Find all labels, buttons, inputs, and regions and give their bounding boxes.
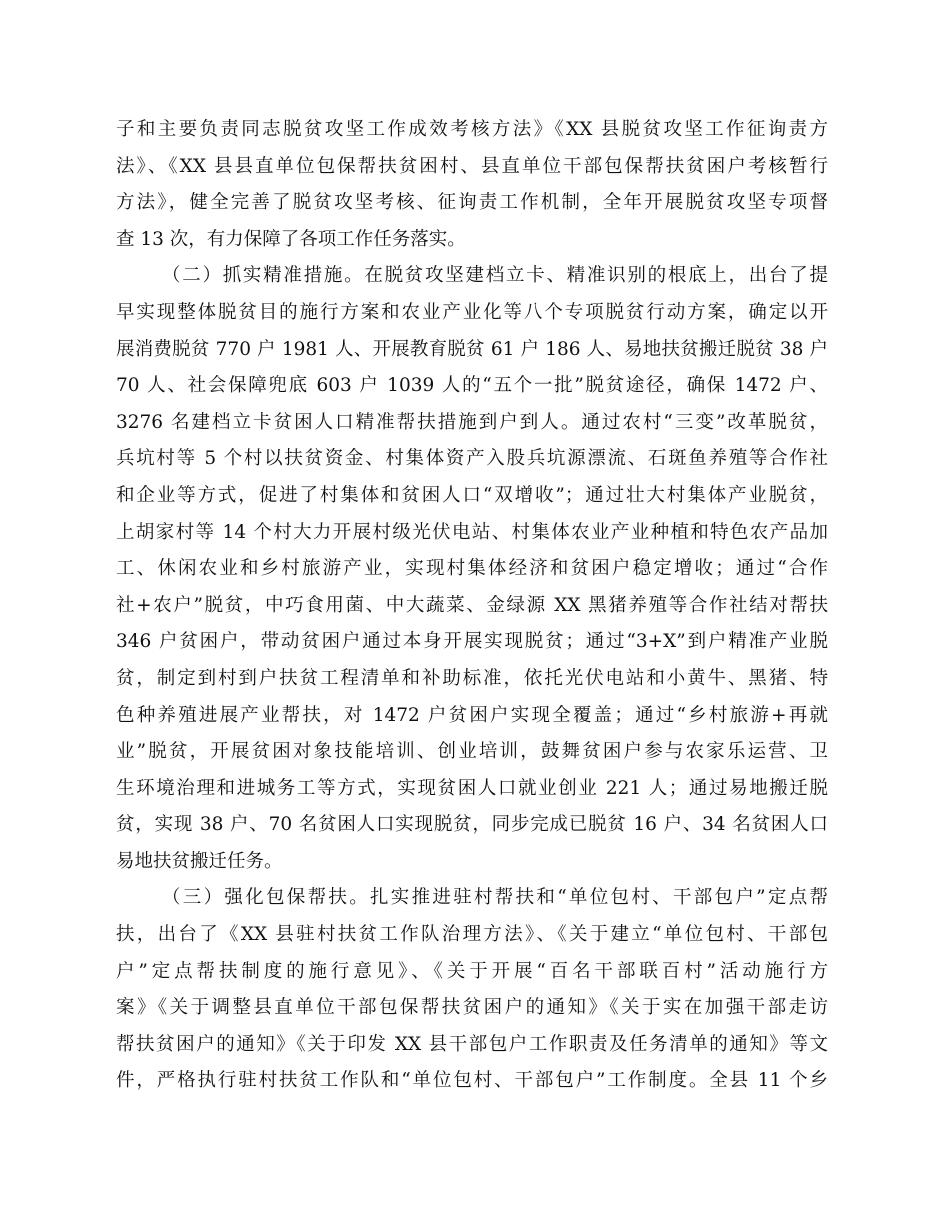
text-line: 子和主要负责同志脱贫攻坚工作成效考核方法》《XX 县脱贫攻坚工作征询责方 xyxy=(116,119,828,140)
text-line: 工、休闲农业和乡村旅游产业，实现村集体经济和贫困户稳定增收；通过“合作 xyxy=(116,558,828,580)
text-line: 帮扶贫困户的通知》《关于印发 XX 县干部包户工作职责及任务清单的通知》等文 xyxy=(116,1033,828,1055)
text-line: 展消费脱贫 770 户 1981 人、开展教育脱贫 61 户 186 人、易地扶贫搬迁脱贫 38 户 xyxy=(116,338,828,360)
text-line: 法》、《XX 县县直单位包保帮扶贫困村、县直单位干部包保帮扶贫困户考核暂行 xyxy=(116,155,828,177)
text-line: 3276 名建档立卡贫困人口精准帮扶措施到户到人。通过农村“三变”改革脱贫， xyxy=(116,411,828,433)
text-line: 件，严格执行驻村扶贫工作队和“单位包村、干部包户”工作制度。全县 11 个乡 xyxy=(116,1070,828,1092)
section-heading-line: （二）抓实精准措施。在脱贫攻坚建档立卡、精准识别的根底上，出台了提 xyxy=(162,265,828,287)
text-line: 贫，实现 38 户、70 名贫困人口实现脱贫，同步完成已脱贫 16 户、34 名贫困人口 xyxy=(116,814,828,836)
text-line: 兵坑村等 5 个村以扶贫资金、村集体资产入股兵坑源漂流、石斑鱼养殖等合作社 xyxy=(116,448,828,470)
text-line: 查 13 次，有力保障了各项工作任务落实。 xyxy=(116,228,466,250)
text-line: 扶，出台了《XX 县驻村扶贫工作队治理方法》、《关于建立“单位包村、干部包 xyxy=(116,924,828,946)
text-line: 346 户贫困户，带动贫困户通过本身开展实现脱贫；通过“3+X”到户精准产业脱 xyxy=(116,631,828,653)
text-line: 易地扶贫搬迁任务。 xyxy=(116,850,283,872)
text-line: 贫，制定到村到户扶贫工程清单和补助标准，依托光伏电站和小黄牛、黑猪、特 xyxy=(116,667,828,689)
text-line: 早实现整体脱贫目的施行方案和农业产业化等八个专项脱贫行动方案，确定以开 xyxy=(116,301,828,323)
text-line: 和企业等方式，促进了村集体和贫困人口“双增收”；通过壮大村集体产业脱贫， xyxy=(116,484,828,506)
text-line: 业”脱贫，开展贫困对象技能培训、创业培训，鼓舞贫困户参与农家乐运营、卫 xyxy=(116,741,828,763)
text-line: 上胡家村等 14 个村大力开展村级光伏电站、村集体农业产业种植和特色农产品加 xyxy=(116,521,828,543)
text-line: 案》《关于调整县直单位干部包保帮扶贫困户的通知》《关于实在加强干部走访 xyxy=(116,997,828,1019)
text-line: 社+农户”脱贫，中巧食用菌、中大蔬菜、金绿源 XX 黑猪养殖等合作社结对帮扶 xyxy=(116,594,828,616)
text-line: 色种养殖进展产业帮扶，对 1472 户贫困户实现全覆盖；通过“乡村旅游+再就 xyxy=(116,704,828,726)
text-line: 生环境治理和进城务工等方式，实现贫困人口就业创业 221 人；通过易地搬迁脱 xyxy=(116,777,828,799)
section-heading-line: （三）强化包保帮扶。扎实推进驻村帮扶和“单位包村、干部包户”定点帮 xyxy=(162,887,828,909)
body-text xyxy=(116,112,828,1100)
text-line: 户”定点帮扶制度的施行意见》、《关于开展“百名干部联百村”活动施行方 xyxy=(116,960,828,982)
text-line: 70 人、社会保障兜底 603 户 1039 人的“五个一批”脱贫途径，确保 1472 户、 xyxy=(116,375,828,397)
text-line: 方法》，健全完善了脱贫攻坚考核、征询责工作机制，全年开展脱贫攻坚专项督 xyxy=(116,192,828,214)
